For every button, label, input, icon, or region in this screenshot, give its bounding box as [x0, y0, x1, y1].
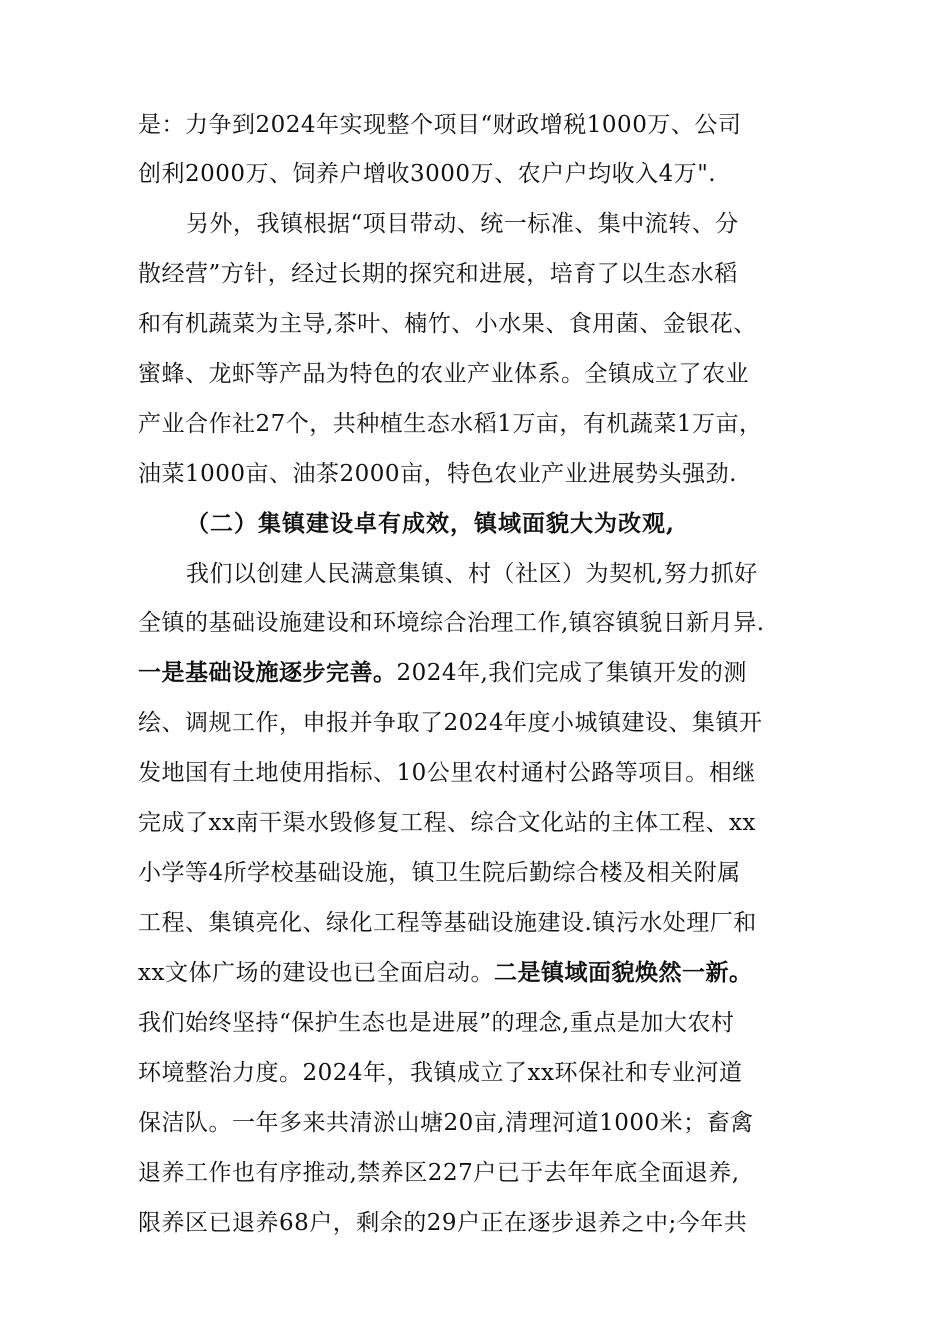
bold-lead: 二是镇域面貌焕然一新。 — [493, 959, 753, 986]
text-span: 2024年,我们完成了集镇开发的测 — [396, 660, 747, 686]
text-line: 蜜蜂、龙虾等产品为特色的农业产业体系。全镇成立了农业 — [138, 361, 749, 387]
text-line: 发地国有土地使用指标、10公里农村通村公路等项目。相继 — [138, 760, 756, 786]
text-line: 另外，我镇根据“项目带动、统一标准、集中流转、分 — [186, 211, 739, 237]
text-line — [138, 953, 838, 993]
text-line: 油菜1000亩、油茶2000亩，特色农业产业进展势头强劲. — [138, 461, 737, 487]
text-line: 绘、调规工作，申报并争取了2024年度小城镇建设、集镇开 — [138, 710, 763, 736]
text-line: 和有机蔬菜为主导,茶叶、楠竹、小水果、食用菌、金银花、 — [138, 311, 757, 337]
text-line: 我们以创建人民满意集镇、村（社区）为契机,努力抓好 — [186, 561, 758, 587]
text-line: 环境整治力度。2024年，我镇成立了xx环保社和专业河道 — [138, 1060, 743, 1086]
text-line: 产业合作社27个，共种植生态水稻1万亩，有机蔬菜1万亩， — [138, 411, 763, 437]
bold-lead: 一是基础设施逐步完善。 — [138, 659, 397, 686]
section-heading: （二）集镇建设卓有成效，镇域面貌大为改观, — [186, 510, 676, 537]
text-line: 工程、集镇亮化、绿化工程等基础设施建设.镇污水处理厂和 — [138, 910, 757, 936]
text-line: 我们始终坚持“保护生态也是进展”的理念,重点是加大农村 — [138, 1010, 735, 1036]
text-line: 退养工作也有序推动,禁养区227户已于去年年底全面退养, — [138, 1160, 740, 1186]
text-line: 完成了xx南干渠水毁修复工程、综合文化站的主体工程、xx — [138, 810, 756, 836]
text-line: 限养区已退养68户，剩余的29户正在逐步退养之中;今年共 — [138, 1210, 748, 1236]
text-line: 是：力争到2024年实现整个项目“财政增税1000万、公司 — [138, 112, 742, 138]
text-line: 全镇的基础设施建设和环境综合治理工作,镇容镇貌日新月异. — [138, 610, 765, 636]
text-line: 散经营”方针，经过长期的探究和进展，培育了以生态水稻 — [138, 261, 738, 287]
text-line: 创利2000万、饲养户增收3000万、农户户均收入4万". — [138, 161, 717, 187]
text-line: 保洁队。一年多来共清淤山塘20亩,清理河道1000米；畜禽 — [138, 1110, 754, 1136]
text-line — [138, 653, 838, 693]
text-span: xx文体广场的建设也已全面启动。 — [138, 960, 494, 986]
text-line: 小学等4所学校基础设施，镇卫生院后勤综合楼及相关附属 — [138, 860, 741, 886]
